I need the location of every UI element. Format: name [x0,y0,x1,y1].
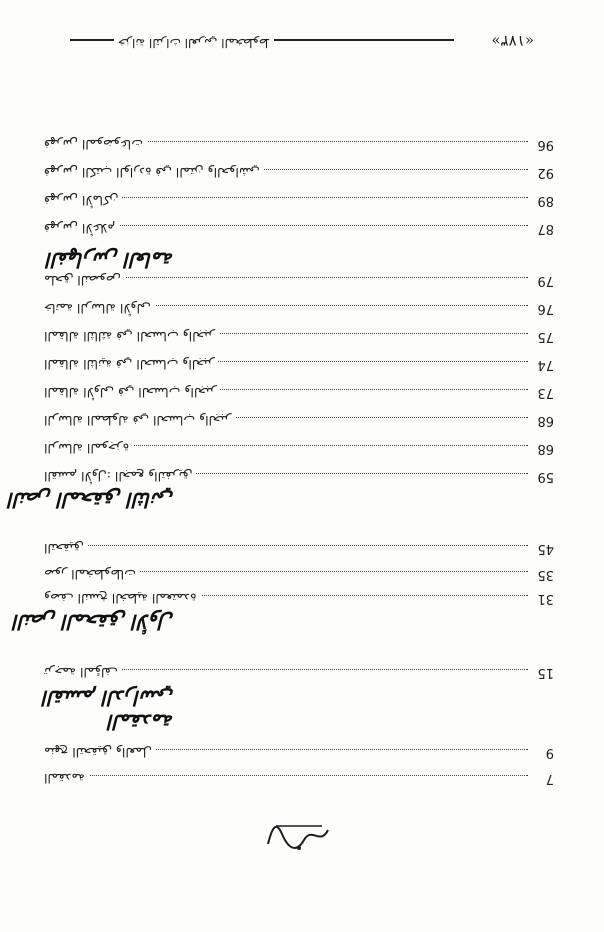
toc-title: ملحق النصوص [44,273,125,288]
section-heading: النص المحقق الثاني [8,488,174,512]
toc-page-number: 74 [537,357,554,372]
toc-page-number: 35 [537,567,554,582]
toc-page-number: 59 [537,469,554,484]
toc-row[interactable] [44,410,554,428]
toc-leader [44,775,528,776]
toc-title: منهج التحقيق والعمل [44,745,156,760]
toc-row[interactable] [44,270,554,288]
toc-title: فهرس الأماكن [44,193,122,208]
toc-row[interactable] [44,134,554,152]
toc-page-number: 45 [537,541,554,556]
toc-page-number: 73 [537,385,554,400]
toc-row[interactable] [44,354,554,372]
toc-row[interactable] [44,326,554,344]
toc-row[interactable] [44,768,554,786]
toc-title: المقالة الثانية في الحساب والجبر [44,357,218,372]
toc-row[interactable] [44,564,554,582]
toc-page-number: 92 [537,165,554,180]
toc-page-number: 75 [537,329,554,344]
toc-title: القسم الأول: الجمع والتفريق [44,469,196,484]
toc-title: المقالة الأولى في الحساب والجبر [44,385,220,400]
toc-title: فهرس الكتب الواردة في المتن والحواشي [44,165,264,180]
toc-title: المقدمة [44,771,89,786]
toc-page-number: 96 [537,137,554,152]
toc-row[interactable] [44,298,554,316]
toc-row[interactable] [44,742,554,760]
toc-title: صور المخطوطات [44,567,140,582]
toc-title: الرسالة المطولة في الحساب والجبر [44,413,235,428]
toc-title: الرسالة الموجزة [44,441,133,456]
toc-title: ترجمة المؤلف [44,665,122,680]
toc-row[interactable] [44,538,554,556]
toc-page-number: 15 [537,665,554,680]
toc-row[interactable] [44,588,554,606]
toc-page-number: 31 [537,591,554,606]
toc-title: وصف النسخ الخطية المعتمدة [44,591,201,606]
toc-title: التحقيق [44,541,88,556]
toc-page-number: 89 [537,193,554,208]
toc-row[interactable] [44,162,554,180]
header-rule-left [274,40,454,42]
calligraphic-ornament [264,822,334,854]
toc-page-number: 87 [537,221,554,236]
toc-title: فهرس الموضوعات [44,137,147,152]
section-heading: الفهارس العامة [47,248,174,272]
toc-row[interactable] [44,438,554,456]
section-heading: النص المحقق الأول [13,610,174,634]
ornament-icon [264,822,334,854]
running-header [64,30,534,50]
toc-page-number: 68 [537,413,554,428]
toc-row[interactable] [44,382,554,400]
toc-row[interactable] [44,190,554,208]
toc-title: فهرس الأعلام [44,221,119,236]
toc-leader [44,545,528,546]
toc-page-number: 7 [545,771,554,786]
book-title: خزانة التراث العربي المخطوط [118,36,271,50]
toc-title: المقالة الثالثة في الحساب والجبر [44,329,219,344]
section-heading: القسم الدراسي [43,686,174,710]
toc-page-number: 76 [537,301,554,316]
toc-row[interactable] [44,218,554,236]
toc-row[interactable] [44,662,554,680]
toc-page-number: 9 [545,745,554,760]
section-heading: المقدمة [108,710,174,734]
toc-page-number: 68 [537,441,554,456]
toc-title: خاتمة الرسالة الأولى [44,301,155,316]
header-rule-right [70,40,114,42]
toc-page-number: 79 [537,273,554,288]
toc-row[interactable] [44,466,554,484]
page-number: «١٧٣» [491,32,534,50]
